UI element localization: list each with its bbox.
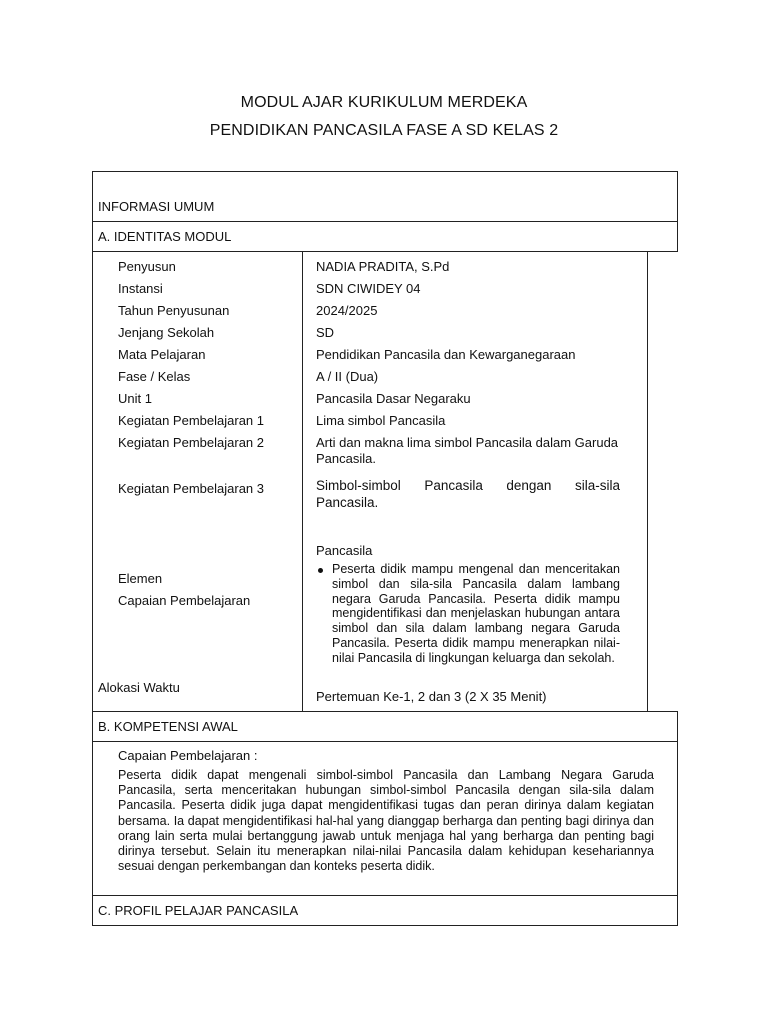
identitas-column-divider <box>302 251 303 712</box>
row-label-instansi: Instansi <box>118 281 163 296</box>
row-value-instansi: SDN CIWIDEY 04 <box>316 281 421 296</box>
row-label-kegiatan-2: Kegiatan Pembelajaran 2 <box>118 435 264 450</box>
identitas-left-border <box>92 251 93 712</box>
row-value-kegiatan-2: Arti dan makna lima simbol Pancasila dalam Garuda Pancasila. <box>316 435 619 466</box>
row-value-tahun: 2024/2025 <box>316 303 378 318</box>
document-title-line-2: PENDIDIKAN PANCASILA FASE A SD KELAS 2 <box>209 122 559 139</box>
document-title-line-1: MODUL AJAR KURIKULUM MERDEKA <box>240 94 528 111</box>
informasi-umum-heading: INFORMASI UMUM <box>98 199 215 214</box>
kompetensi-paragraph: Peserta didik dapat mengenali simbol-simbol Pancasila dan Lambang Negara Garuda Pancasila, serta menceritakan hubungan simbol-simbol Pancasila dengan sila-sila dalam Pancasila. Peserta didik juga dapat mengidentifikasi tugas dan peran dirinya dalam kegiatan bersama. Ia dapat mengidentifikasi hal-hal yang dianggap berharga dan penting bagi dirinya dan orang lain serta mulai bertanggung jawab untuk menjaga hal yang berharga dan penting bagi dirinya tersebut. Selain itu menerapkan nilai-nilai Pancasila dalam kehidupan kesehariannya sesuai dengan perkembangan dan konteks peserta didik. <box>118 768 654 874</box>
row-value-kegiatan-1: Lima simbol Pancasila <box>316 413 446 428</box>
capaian-text: Peserta didik mampu mengenal dan menceritakan simbol dan sila-sila Pancasila dalam lambang negara Garuda Pancasila. Peserta didik mampu mengidentifikasi dan menjelaskan hubungan antara simbol dan sila dalam lambang negara Garuda Pancasila. Peserta didik mampu menerapkan nilai-nilai Pancasila di lingkungan keluarga dan sekolah. <box>332 562 620 665</box>
capaian-list <box>316 562 620 666</box>
row-label-kegiatan-1: Kegiatan Pembelajaran 1 <box>118 413 264 428</box>
row-value-mapel: Pendidikan Pancasila dan Kewarganegaraan <box>316 347 576 362</box>
kompetensi-awal-heading: B. KOMPETENSI AWAL <box>98 719 238 734</box>
kompetensi-heading: Capaian Pembelajaran : <box>118 748 258 763</box>
row-value-jenjang: SD <box>316 325 335 340</box>
capaian-list-item <box>316 562 620 666</box>
row-label-tahun: Tahun Penyusunan <box>118 303 230 318</box>
row-value-penyusun: NADIA PRADITA, S.Pd <box>316 259 450 274</box>
bullet-icon <box>318 568 323 573</box>
profil-pelajar-heading: C. PROFIL PELAJAR PANCASILA <box>98 903 299 918</box>
elemen-label: Elemen <box>118 571 163 586</box>
alokasi-value: Pertemuan Ke-1, 2 dan 3 (2 X 35 Menit) <box>316 689 547 704</box>
row-label-jenjang: Jenjang Sekolah <box>118 325 215 340</box>
row-value-unit: Pancasila Dasar Negaraku <box>316 391 471 406</box>
row-label-penyusun: Penyusun <box>118 259 176 274</box>
identitas-right-border <box>647 251 648 712</box>
row-value-fase: A / II (Dua) <box>316 369 379 384</box>
capaian-label: Capaian Pembelajaran <box>118 593 251 608</box>
row-label-fase: Fase / Kelas <box>118 369 191 384</box>
row-value-kegiatan-3: Simbol-simbol Pancasila dengan sila-sila Pancasila. <box>316 478 620 510</box>
elemen-value: Pancasila <box>316 543 373 558</box>
row-label-unit: Unit 1 <box>118 391 152 406</box>
identitas-modul-heading: A. IDENTITAS MODUL <box>98 229 232 244</box>
alokasi-label: Alokasi Waktu <box>98 680 180 695</box>
row-label-mapel: Mata Pelajaran <box>118 347 206 362</box>
row-label-kegiatan-3: Kegiatan Pembelajaran 3 <box>118 481 264 496</box>
